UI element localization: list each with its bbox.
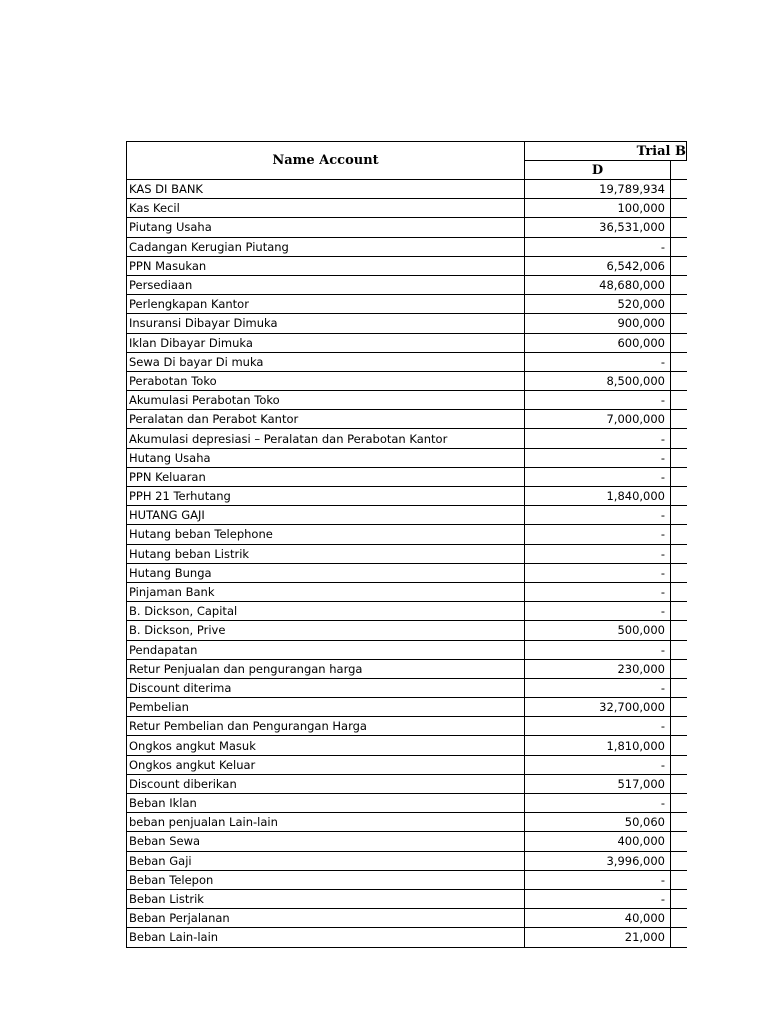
debit-amount-cell: 400,000 [525, 832, 671, 851]
debit-amount-cell: 6,542,006 [525, 256, 671, 275]
debit-amount-cell: - [525, 429, 671, 448]
debit-amount-cell: - [525, 602, 671, 621]
debit-amount-cell: 500,000 [525, 621, 671, 640]
debit-amount-cell: 517,000 [525, 774, 671, 793]
table-row [127, 391, 687, 410]
name-account-header: Name Account [127, 142, 525, 180]
account-name-cell: Ongkos angkut Masuk [127, 736, 525, 755]
account-name-cell: Hutang Bunga [127, 563, 525, 582]
credit-amount-cell [671, 582, 687, 601]
table-row [127, 774, 687, 793]
debit-amount-cell: 100,000 [525, 199, 671, 218]
table-row [127, 563, 687, 582]
table-row [127, 295, 687, 314]
debit-amount-cell: - [525, 506, 671, 525]
table-row [127, 813, 687, 832]
account-name-cell: beban penjualan Lain-lain [127, 813, 525, 832]
table-row [127, 582, 687, 601]
account-name-cell: Retur Penjualan dan pengurangan harga [127, 659, 525, 678]
credit-amount-cell [671, 295, 687, 314]
debit-amount-cell: 3,996,000 [525, 851, 671, 870]
credit-amount-cell [671, 256, 687, 275]
table-row [127, 736, 687, 755]
credit-amount-cell [671, 333, 687, 352]
table-row [127, 352, 687, 371]
account-name-cell: Ongkos angkut Keluar [127, 755, 525, 774]
table-row [127, 678, 687, 697]
account-name-cell: Hutang Usaha [127, 448, 525, 467]
credit-amount-cell [671, 237, 687, 256]
debit-amount-cell: 21,000 [525, 928, 671, 947]
debit-amount-cell: - [525, 352, 671, 371]
account-name-cell: Beban Iklan [127, 794, 525, 813]
debit-amount-cell: 8,500,000 [525, 371, 671, 390]
account-name-cell: Discount diterima [127, 678, 525, 697]
credit-amount-cell [671, 218, 687, 237]
account-name-cell: Kas Kecil [127, 199, 525, 218]
account-name-cell: PPN Keluaran [127, 467, 525, 486]
debit-amount-cell: 19,789,934 [525, 180, 671, 199]
table-row [127, 621, 687, 640]
account-name-cell: B. Dickson, Capital [127, 602, 525, 621]
account-rows [127, 180, 687, 948]
credit-amount-cell [671, 794, 687, 813]
credit-amount-cell [671, 774, 687, 793]
debit-amount-cell: - [525, 640, 671, 659]
credit-amount-cell [671, 275, 687, 294]
credit-amount-cell [671, 563, 687, 582]
account-name-cell: Discount diberikan [127, 774, 525, 793]
table-row [127, 544, 687, 563]
table-row [127, 410, 687, 429]
account-name-cell: Beban Gaji [127, 851, 525, 870]
debit-amount-cell: 7,000,000 [525, 410, 671, 429]
credit-amount-cell [671, 429, 687, 448]
debit-amount-cell: - [525, 794, 671, 813]
credit-amount-cell [671, 832, 687, 851]
credit-amount-cell [671, 544, 687, 563]
account-name-cell: PPH 21 Terhutang [127, 487, 525, 506]
credit-header-cell [671, 161, 687, 180]
credit-amount-cell [671, 851, 687, 870]
credit-amount-cell [671, 678, 687, 697]
credit-amount-cell [671, 602, 687, 621]
table-row [127, 218, 687, 237]
credit-amount-cell [671, 467, 687, 486]
account-name-cell: Pinjaman Bank [127, 582, 525, 601]
table-row [127, 487, 687, 506]
debit-amount-cell: - [525, 717, 671, 736]
account-name-cell: Cadangan Kerugian Piutang [127, 237, 525, 256]
table-row [127, 314, 687, 333]
credit-amount-cell [671, 448, 687, 467]
credit-amount-cell [671, 391, 687, 410]
account-name-cell: Beban Sewa [127, 832, 525, 851]
table-row [127, 889, 687, 908]
account-name-cell: Piutang Usaha [127, 218, 525, 237]
table-row [127, 851, 687, 870]
credit-amount-cell [671, 755, 687, 774]
debit-amount-cell: - [525, 582, 671, 601]
table-row [127, 429, 687, 448]
debit-amount-cell: - [525, 448, 671, 467]
account-name-cell: Perabotan Toko [127, 371, 525, 390]
trial-balance-header: Trial B [525, 142, 687, 161]
table-row [127, 371, 687, 390]
table-row [127, 909, 687, 928]
debit-amount-cell: 1,840,000 [525, 487, 671, 506]
account-name-cell: Insuransi Dibayar Dimuka [127, 314, 525, 333]
table-row [127, 870, 687, 889]
debit-amount-cell: 48,680,000 [525, 275, 671, 294]
account-name-cell: Akumulasi Perabotan Toko [127, 391, 525, 410]
credit-amount-cell [671, 813, 687, 832]
account-name-cell: HUTANG GAJI [127, 506, 525, 525]
account-name-cell: Hutang beban Telephone [127, 525, 525, 544]
debit-amount-cell: 900,000 [525, 314, 671, 333]
debit-amount-cell: - [525, 467, 671, 486]
table-row [127, 525, 687, 544]
credit-amount-cell [671, 870, 687, 889]
table-row [127, 755, 687, 774]
debit-amount-cell: 32,700,000 [525, 698, 671, 717]
debit-amount-cell: 50,060 [525, 813, 671, 832]
account-name-cell: Sewa Di bayar Di muka [127, 352, 525, 371]
credit-amount-cell [671, 180, 687, 199]
table-row [127, 659, 687, 678]
debit-amount-cell: 1,810,000 [525, 736, 671, 755]
credit-amount-cell [671, 736, 687, 755]
table-row [127, 256, 687, 275]
credit-amount-cell [671, 909, 687, 928]
account-name-cell: Beban Lain-lain [127, 928, 525, 947]
trial-balance-sheet [126, 141, 686, 948]
debit-amount-cell: - [525, 563, 671, 582]
credit-amount-cell [671, 352, 687, 371]
account-name-cell: Hutang beban Listrik [127, 544, 525, 563]
table-row [127, 467, 687, 486]
table-row [127, 506, 687, 525]
debit-amount-cell: - [525, 391, 671, 410]
debit-amount-cell: - [525, 755, 671, 774]
credit-amount-cell [671, 717, 687, 736]
account-name-cell: Beban Telepon [127, 870, 525, 889]
account-name-cell: Iklan Dibayar Dimuka [127, 333, 525, 352]
debit-amount-cell: - [525, 237, 671, 256]
debit-amount-cell: 520,000 [525, 295, 671, 314]
table-row [127, 602, 687, 621]
account-name-cell: B. Dickson, Prive [127, 621, 525, 640]
trial-balance-table [126, 141, 687, 948]
table-row [127, 794, 687, 813]
debit-amount-cell: 230,000 [525, 659, 671, 678]
account-name-cell: KAS DI BANK [127, 180, 525, 199]
table-row [127, 928, 687, 947]
debit-amount-cell: - [525, 870, 671, 889]
credit-amount-cell [671, 371, 687, 390]
credit-amount-cell [671, 640, 687, 659]
table-row [127, 180, 687, 199]
credit-amount-cell [671, 621, 687, 640]
table-row [127, 237, 687, 256]
account-name-cell: Pembelian [127, 698, 525, 717]
account-name-cell: Beban Perjalanan [127, 909, 525, 928]
debit-amount-cell: 36,531,000 [525, 218, 671, 237]
debit-amount-cell: - [525, 678, 671, 697]
debit-header: D [525, 161, 671, 180]
table-row [127, 717, 687, 736]
table-row [127, 448, 687, 467]
account-name-cell: Persediaan [127, 275, 525, 294]
credit-amount-cell [671, 410, 687, 429]
credit-amount-cell [671, 487, 687, 506]
account-name-cell: Beban Listrik [127, 889, 525, 908]
debit-amount-cell: - [525, 525, 671, 544]
credit-amount-cell [671, 698, 687, 717]
debit-amount-cell: 600,000 [525, 333, 671, 352]
account-name-cell: Pendapatan [127, 640, 525, 659]
credit-amount-cell [671, 506, 687, 525]
table-row [127, 199, 687, 218]
debit-amount-cell: 40,000 [525, 909, 671, 928]
credit-amount-cell [671, 928, 687, 947]
debit-amount-cell: - [525, 889, 671, 908]
credit-amount-cell [671, 199, 687, 218]
table-row [127, 333, 687, 352]
table-row [127, 640, 687, 659]
credit-amount-cell [671, 889, 687, 908]
table-row [127, 275, 687, 294]
credit-amount-cell [671, 525, 687, 544]
account-name-cell: Peralatan dan Perabot Kantor [127, 410, 525, 429]
table-row [127, 832, 687, 851]
account-name-cell: Perlengkapan Kantor [127, 295, 525, 314]
credit-amount-cell [671, 314, 687, 333]
debit-amount-cell: - [525, 544, 671, 563]
table-row [127, 698, 687, 717]
account-name-cell: PPN Masukan [127, 256, 525, 275]
account-name-cell: Akumulasi depresiasi – Peralatan dan Perabotan Kantor [127, 429, 525, 448]
credit-amount-cell [671, 659, 687, 678]
account-name-cell: Retur Pembelian dan Pengurangan Harga [127, 717, 525, 736]
